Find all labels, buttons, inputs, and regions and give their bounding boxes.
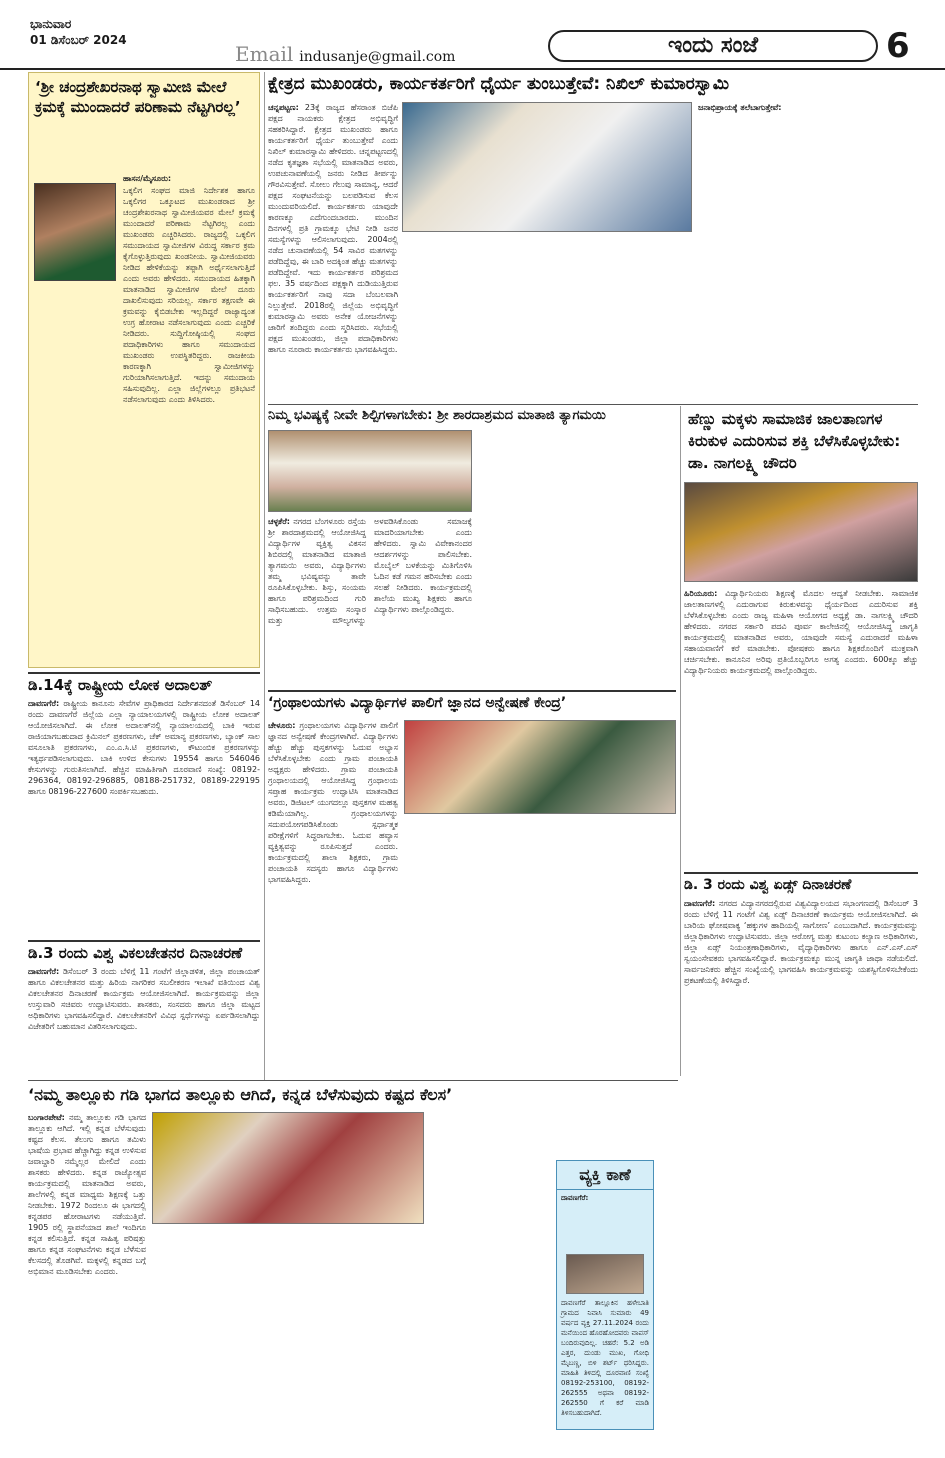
library-story-body: ಗ್ರಂಥಾಲಯಗಳು ವಿದ್ಯಾರ್ಥಿಗಳ ಪಾಲಿಗೆ ಜ್ಞಾನದ ಅನ್ವೇಷಣೆ ಕೇಂದ್ರಗಳಾಗಿವೆ. ವಿದ್ಯಾರ್ಥಿಗಳು ಹೆಚ್ಚು ಹೆಚ್ಚು ಪುಸ್ತಕಗಳನ್ನು ಓದುವ ಅಭ್ಯಾಸ ಬೆಳೆಸಿಕೊಳ್ಳಬೇಕು ಎಂದು ಗ್ರಾಮ ಪಂಚಾಯತಿ ಅಧ್ಯಕ್ಷರು ಹೇಳಿದರು. ಗ್ರಾಮ ಪಂಚಾಯತಿ ಗ್ರಂಥಾಲಯದಲ್ಲಿ ಆಯೋಜಿಸಿದ್ದ ಗ್ರಂಥಾಲಯ ಸಪ್ತಾಹ ಕಾರ್ಯಕ್ರಮ ಉದ್ಘಾಟಿಸಿ ಮಾತನಾಡಿದ ಅವರು, ಡಿಜಿಟಲ್ ಯುಗದಲ್ಲೂ ಪುಸ್ತಕಗಳ ಮಹತ್ವ ಕಡಿಮೆಯಾಗಿಲ್ಲ. ಗ್ರಂಥಾಲಯಗಳನ್ನು ಸದುಪಯೋಗಪಡಿಸಿಕೊಂಡು ಸ್ಪರ್ಧಾತ್ಮಕ ಪರೀಕ್ಷೆಗಳಿಗೆ ಸಿದ್ಧರಾಗಬೇಕು. ಓದುವ ಹವ್ಯಾಸ ವ್ಯಕ್ತಿತ್ವವನ್ನು ರೂಪಿಸುತ್ತದೆ ಎಂದರು. ಕಾರ್ಯಕ್ರಮದಲ್ಲಿ ಶಾಲಾ ಶಿಕ್ಷಕರು, ಗ್ರಾಮ ಪಂಚಾಯತಿ ಸದಸ್ಯರು ಹಾಗೂ ವಿದ್ಯಾರ್ಥಿಗಳು ಭಾಗವಹಿಸಿದ್ದರು. bbox=[268, 721, 398, 884]
sharada-story-dateline: ಚಳ್ಳಕೆರೆ: bbox=[268, 517, 290, 526]
left-featured-story bbox=[28, 72, 260, 668]
lead-story bbox=[268, 72, 918, 402]
lead-story-dateline: ಚನ್ನಪಟ್ಟಣ: bbox=[268, 103, 299, 112]
lok-adalat-body: ರಾಷ್ಟ್ರೀಯ ಕಾನೂನು ಸೇವೆಗಳ ಪ್ರಾಧಿಕಾರದ ನಿರ್ದೇಶನದಂತೆ ಡಿಸೆಂಬರ್ 14 ರಂದು ದಾವಣಗೆರೆ ಜಿಲ್ಲೆಯ ಎಲ್ಲಾ ನ್ಯಾಯಾಲಯಗಳಲ್ಲಿ ರಾಷ್ಟ್ರೀಯ ಲೋಕ ಅದಾಲತ್ ಆಯೋಜಿಸಲಾಗಿದೆ. ಈ ಲೋಕ ಅದಾಲತ್‌ನಲ್ಲಿ ನ್ಯಾಯಾಲಯದಲ್ಲಿ ಬಾಕಿ ಇರುವ ರಾಜಿಯಾಗಬಹುದಾದ ಕ್ರಿಮಿನಲ್ ಪ್ರಕರಣಗಳು, ಚೆಕ್ ಅಮಾನ್ಯ ಪ್ರಕರಣಗಳು, ಬ್ಯಾಂಕ್ ಸಾಲ ವಸೂಲಾತಿ ಪ್ರಕರಣಗಳು, ಎಂ.ಎ.ಸಿ.ಟಿ ಪ್ರಕರಣಗಳು, ಕೌಟುಂಬಿಕ ಪ್ರಕರಣಗಳನ್ನು ಇತ್ಯರ್ಥಪಡಿಸಲಾಗುವುದು. ಬಾಕಿ ಉಳಿದ ಕೇಸುಗಳು 19554 ಹಾಗೂ 546046 ಕೇಸುಗಳನ್ನು ಗುರುತಿಸಲಾಗಿದೆ. ಹೆಚ್ಚಿನ ಮಾಹಿತಿಗಾಗಿ ದೂರವಾಣಿ ಸಂಖ್ಯೆ: 08192-296364, 08192-296885, 08188-251732, 08189-229195 ಹಾಗೂ 08196-227600 ಸಂಪರ್ಕಿಸಬಹುದು. bbox=[28, 699, 260, 796]
disability-day-section bbox=[28, 940, 260, 1080]
left-story-headline: ‘ಶ್ರೀ ಚಂದ್ರಶೇಖರನಾಥ ಸ್ವಾಮೀಜಿ ಮೇಲೆ ಕ್ರಮಕ್ಕೆ ಮುಂದಾದರೆ ಪರಿಣಾಮ ನೆಟ್ಟಗಿರಲ್ಲ’ bbox=[35, 78, 241, 116]
lok-adalat-section bbox=[28, 672, 260, 936]
sharada-group-photo bbox=[268, 430, 472, 512]
lead-story-body-cols bbox=[402, 238, 692, 402]
library-story-headline: ‘ಗ್ರಂಥಾಲಯಗಳು ವಿದ್ಯಾರ್ಥಿಗಳ ಪಾಲಿಗೆ ಜ್ಞಾನದ ಅನ್ವೇಷಣೆ ಕೇಂದ್ರ’ bbox=[268, 690, 676, 714]
newspaper-logo bbox=[548, 30, 878, 62]
missing-notice-dateline: ದಾವಣಗೆರೆ: bbox=[561, 1194, 589, 1202]
missing-notice-body: ದಾವಣಗೆರೆ ತಾಲ್ಲೂಕಿನ ಹಳೇಬಾತಿ ಗ್ರಾಮದ ನಿವಾಸಿ ಸುಮಾರು 49 ವರ್ಷದ ವ್ಯಕ್ತಿ 27.11.2024 ರಂದು ಮನೆಯಿಂದ ಹೊರಹೋದವರು ವಾಪಸ್ ಬಂದಿರುವುದಿಲ್ಲ. ಚಹರೆ: 5.2 ಅಡಿ ಎತ್ತರ, ದುಂಡು ಮುಖ, ಗೋಧಿ ಮೈಬಣ್ಣ, ಬಿಳಿ ಶರ್ಟ್ ಧರಿಸಿದ್ದರು. ಮಾಹಿತಿ ತಿಳಿದಲ್ಲಿ ದೂರವಾಣಿ ಸಂಖ್ಯೆ 08192-253100, 08192-262555 ಅಥವಾ 08192-262550 ಗೆ ಕರೆ ಮಾಡಿ ತಿಳಿಸಬಹುದಾಗಿದೆ. bbox=[561, 1299, 649, 1417]
lok-adalat-dateline: ದಾವಣಗೆರೆ: bbox=[28, 699, 60, 708]
kannada-story-dateline: ಬಂಗಾರಪೇಟೆ: bbox=[28, 1113, 65, 1122]
lead-story-headline: ಕ್ಷೇತ್ರದ ಮುಖಂಡರು, ಕಾರ್ಯಕರ್ತರಿಗೆ ಧೈರ್ಯ ತುಂಬುತ್ತೇವೆ: ನಿಖಿಲ್ ಕುಮಾರಸ್ವಾಮಿ bbox=[268, 74, 730, 94]
sharada-story-headline: ನಿಮ್ಮ ಭವಿಷ್ಯಕ್ಕೆ ನೀವೇ ಶಿಲ್ಪಿಗಳಾಗಬೇಕು: ಶ್ರೀ ಶಾರದಾಶ್ರಮದ ಮಾತಾಜಿ ತ್ಯಾಗಮಯಿ bbox=[268, 408, 606, 423]
day: ಭಾನುವಾರ bbox=[30, 17, 72, 31]
aids-day-section bbox=[684, 872, 918, 1434]
left-story-dateline: ಹಾಸನ/ಮೈಸೂರು: bbox=[123, 174, 172, 183]
left-story-body-cont bbox=[35, 291, 255, 663]
email-address: indusanje@gmail.com bbox=[299, 49, 456, 65]
aids-day-body: ನಗರದ ವಿದ್ಯಾನಗರದಲ್ಲಿರುವ ವಿಶ್ವವಿದ್ಯಾಲಯದ ಸಭಾಂಗಣದಲ್ಲಿ ಡಿಸೆಂಬರ್ 3 ರಂದು ಬೆಳಿಗ್ಗೆ 11 ಗಂಟೆಗೆ ವಿಶ್ವ ಏಡ್ಸ್ ದಿನಾಚರಣೆ ಕಾರ್ಯಕ್ರಮ ಆಯೋಜಿಸಲಾಗಿದೆ. ಈ ಬಾರಿಯ ಘೋಷವಾಕ್ಯ ‘ಹಕ್ಕುಗಳ ಹಾದಿಯಲ್ಲಿ ಸಾಗೋಣ’ ಎಂಬುದಾಗಿದೆ. ಕಾರ್ಯಕ್ರಮವನ್ನು ಜಿಲ್ಲಾಧಿಕಾರಿಗಳು ಉದ್ಘಾಟಿಸುವರು. ಜಿಲ್ಲಾ ಆರೋಗ್ಯ ಮತ್ತು ಕುಟುಂಬ ಕಲ್ಯಾಣ ಅಧಿಕಾರಿಗಳು, ಜಿಲ್ಲಾ ಏಡ್ಸ್ ನಿಯಂತ್ರಣಾಧಿಕಾರಿಗಳು, ವೈದ್ಯಾಧಿಕಾರಿಗಳು ಹಾಗೂ ಎನ್.ಎಸ್.ಎಸ್ ಸ್ವಯಂಸೇವಕರು ಭಾಗವಹಿಸಲಿದ್ದಾರೆ. ಕಾರ್ಯಕ್ರಮಕ್ಕೂ ಮುನ್ನ ಜಾಗೃತಿ ಜಾಥಾ ನಡೆಯಲಿದೆ. ಸಾರ್ವಜನಿಕರು ಹೆಚ್ಚಿನ ಸಂಖ್ಯೆಯಲ್ಲಿ ಭಾಗವಹಿಸಿ ಕಾರ್ಯಕ್ರಮವನ್ನು ಯಶಸ್ವಿಗೊಳಿಸಬೇಕೆಂದು ಪ್ರಕಟಣೆಯಲ್ಲಿ ತಿಳಿಸಿದ್ದಾರೆ. bbox=[684, 899, 918, 985]
women-story-body: ವಿದ್ಯಾರ್ಥಿನಿಯರು ಶಿಕ್ಷಣಕ್ಕೆ ಮೊದಲ ಆದ್ಯತೆ ನೀಡಬೇಕು. ಸಾಮಾಜಿಕ ಜಾಲತಾಣಗಳಲ್ಲಿ ಎದುರಾಗುವ ಕಿರುಕುಳವನ್ನು ಧೈರ್ಯದಿಂದ ಎದುರಿಸುವ ಶಕ್ತಿ ಬೆಳೆಸಿಕೊಳ್ಳಬೇಕು ಎಂದು ರಾಜ್ಯ ಮಹಿಳಾ ಆಯೋಗದ ಅಧ್ಯಕ್ಷೆ ಡಾ. ನಾಗಲಕ್ಷ್ಮಿ ಚೌದರಿ ಹೇಳಿದರು. ನಗರದ ಸರ್ಕಾರಿ ಪದವಿ ಪೂರ್ವ ಕಾಲೇಜಿನಲ್ಲಿ ಆಯೋಜಿಸಿದ್ದ ಜಾಗೃತಿ ಕಾರ್ಯಕ್ರಮದಲ್ಲಿ ಮಾತನಾಡಿದ ಅವರು, ಯಾವುದೇ ಸಮಸ್ಯೆ ಎದುರಾದರೆ ಮಹಿಳಾ ಸಹಾಯವಾಣಿಗೆ ಕರೆ ಮಾಡಬೇಕು. ಪೋಷಕರು ಹಾಗೂ ಶಿಕ್ಷಕರೊಂದಿಗೆ ಮುಕ್ತವಾಗಿ ಚರ್ಚಿಸಬೇಕು. ಕಾನೂನಿನ ಅರಿವು ಪ್ರತಿಯೊಬ್ಬರಿಗೂ ಅಗತ್ಯ ಎಂದರು. 600ಕ್ಕೂ ಹೆಚ್ಚು ವಿದ್ಯಾರ್ಥಿನಿಯರು ಕಾರ್ಯಕ್ರಮದಲ್ಲಿ ಪಾಲ್ಗೊಂಡಿದ್ದರು. bbox=[684, 589, 918, 675]
kannada-story-photo bbox=[152, 1112, 424, 1224]
lead-story-body: 23ಕ್ಕೆ ರಾಜ್ಯದ ಹೆಸರಾಂತ ಬಿಜೆಪಿ ಪಕ್ಷದ ನಾಯಕರು ಕ್ಷೇತ್ರದ ಅಭಿವೃದ್ಧಿಗೆ ಸಹಕರಿಸಿದ್ದಾರೆ. ಕ್ಷೇತ್ರದ ಮುಖಂಡರು ಹಾಗೂ ಕಾರ್ಯಕರ್ತರಿಗೆ ಧೈರ್ಯ ತುಂಬುತ್ತೇವೆ ಎಂದು ನಿಖಿಲ್ ಕುಮಾರಸ್ವಾಮಿ ಹೇಳಿದರು. ಚನ್ನಪಟ್ಟಣದಲ್ಲಿ ನಡೆದ ಕೃತಜ್ಞತಾ ಸಭೆಯಲ್ಲಿ ಮಾತನಾಡಿದ ಅವರು, ಉಪಚುನಾವಣೆಯಲ್ಲಿ ಜನರು ನೀಡಿದ ತೀರ್ಪನ್ನು ಗೌರವಿಸುತ್ತೇವೆ. ಸೋಲು ಗೆಲುವು ಸಾಮಾನ್ಯ, ಆದರೆ ಪಕ್ಷದ ಸಂಘಟನೆಯನ್ನು ಬಲಪಡಿಸುವ ಕೆಲಸ ಮುಂದುವರಿಯಲಿದೆ. ಕಾರ್ಯಕರ್ತರು ಯಾವುದೇ ಕಾರಣಕ್ಕೂ ಎದೆಗುಂದಬಾರದು. ಮುಂದಿನ ದಿನಗಳಲ್ಲಿ ಪ್ರತಿ ಗ್ರಾಮಕ್ಕೂ ಭೇಟಿ ನೀಡಿ ಜನರ ಸಮಸ್ಯೆಗಳನ್ನು ಆಲಿಸಲಾಗುವುದು. 2004ರಲ್ಲಿ ನಡೆದ ಚುನಾವಣೆಯಲ್ಲಿ 54 ಸಾವಿರ ಮತಗಳನ್ನು ಪಡೆದಿದ್ದೆವು, ಈ ಬಾರಿ ಅದಕ್ಕಿಂತ ಹೆಚ್ಚು ಮತಗಳನ್ನು ಪಡೆದಿದ್ದೇವೆ. ಇದು ಕಾರ್ಯಕರ್ತರ ಪರಿಶ್ರಮದ ಫಲ. 35 ವರ್ಷದಿಂದ ಪಕ್ಷಕ್ಕಾಗಿ ದುಡಿಯುತ್ತಿರುವ ಕಾರ್ಯಕರ್ತರಿಗೆ ನಾವು ಸದಾ ಬೆಂಬಲವಾಗಿ ನಿಲ್ಲುತ್ತೇವೆ. 2018ರಲ್ಲಿ ಜಿಲ್ಲೆಯ ಅಭಿವೃದ್ಧಿಗೆ ಕುಮಾರಸ್ವಾಮಿ ಅವರು ಅನೇಕ ಯೋಜನೆಗಳನ್ನು ಜಾರಿಗೆ ತಂದಿದ್ದರು ಎಂದು ಸ್ಮರಿಸಿದರು. ಸಭೆಯಲ್ಲಿ ಪಕ್ಷದ ಮುಖಂಡರು, ಜಿಲ್ಲಾ ಪದಾಧಿಕಾರಿಗಳು ಹಾಗೂ ನೂರಾರು ಕಾರ್ಯಕರ್ತರು ಭಾಗವಹಿಸಿದ್ದರು. bbox=[268, 103, 398, 354]
logo-text: ಇಂದು ಸಂಜೆ bbox=[667, 33, 758, 58]
library-story-body-cols bbox=[404, 818, 676, 1074]
aids-day-dateline: ದಾವಣಗೆರೆ: bbox=[684, 899, 716, 908]
masthead-email bbox=[235, 42, 455, 66]
kannada-story-body: ನಮ್ಮ ತಾಲ್ಲೂಕು ಗಡಿ ಭಾಗದ ತಾಲ್ಲೂಕು ಆಗಿದೆ. ಇಲ್ಲಿ ಕನ್ನಡ ಬೆಳೆಸುವುದು ಕಷ್ಟದ ಕೆಲಸ. ತೆಲುಗು ಹಾಗೂ ತಮಿಳು ಭಾಷೆಯ ಪ್ರಭಾವ ಹೆಚ್ಚಾಗಿದ್ದು ಕನ್ನಡ ಉಳಿಸುವ ಜವಾಬ್ದಾರಿ ನಮ್ಮೆಲ್ಲರ ಮೇಲಿದೆ ಎಂದು ಶಾಸಕರು ಹೇಳಿದರು. ಕನ್ನಡ ರಾಜ್ಯೋತ್ಸವ ಕಾರ್ಯಕ್ರಮದಲ್ಲಿ ಮಾತನಾಡಿದ ಅವರು, ಶಾಲೆಗಳಲ್ಲಿ ಕನ್ನಡ ಮಾಧ್ಯಮ ಶಿಕ್ಷಣಕ್ಕೆ ಒತ್ತು ನೀಡಬೇಕು. 1972 ರಿಂದಲೂ ಈ ಭಾಗದಲ್ಲಿ ಕನ್ನಡಪರ ಹೋರಾಟಗಳು ನಡೆಯುತ್ತಿವೆ. 1905 ರಲ್ಲಿ ಸ್ಥಾಪನೆಯಾದ ಶಾಲೆ ಇಂದಿಗೂ ಕನ್ನಡ ಕಲಿಸುತ್ತಿದೆ. ಕನ್ನಡ ಸಾಹಿತ್ಯ ಪರಿಷತ್ತು ಹಾಗೂ ಕನ್ನಡ ಸಂಘಟನೆಗಳು ಕನ್ನಡ ಬೆಳೆಸುವ ಕೆಲಸದಲ್ಲಿ ತೊಡಗಿವೆ. ಮಕ್ಕಳಲ್ಲಿ ಕನ್ನಡದ ಬಗ್ಗೆ ಅಭಿಮಾನ ಮೂಡಿಸಬೇಕು ಎಂದರು. bbox=[28, 1113, 147, 1276]
disability-day-dateline: ದಾವಣಗೆರೆ: bbox=[28, 967, 60, 976]
lead-story-photo bbox=[402, 102, 692, 232]
aids-day-headline: ಡಿ. 3 ರಂದು ವಿಶ್ವ ಏಡ್ಸ್ ದಿನಾಚರಣೆ bbox=[684, 872, 918, 896]
missing-notice-title: ವ್ಯಕ್ತಿ ಕಾಣೆ bbox=[557, 1161, 653, 1190]
women-story-dateline: ಹಿರಿಯೂರು: bbox=[684, 589, 718, 598]
portrait-photo bbox=[34, 183, 116, 281]
kannada-story-body-cols bbox=[152, 1230, 424, 1434]
left-story-body: ಒಕ್ಕಲಿಗ ಸಂಘದ ಮಾಜಿ ನಿರ್ದೇಶಕ ಹಾಗೂ ಒಕ್ಕಲಿಗರ ಒಕ್ಕೂಟದ ಮುಖಂಡರಾದ ಶ್ರೀ ಚಂದ್ರಶೇಖರನಾಥ ಸ್ವಾಮೀಜಿಯವರ ಮೇಲೆ ಕ್ರಮಕ್ಕೆ ಮುಂದಾದರೆ ಪರಿಣಾಮ ನೆಟ್ಟಗಿರಲ್ಲ ಎಂದು ಮುಖಂಡರು ಎಚ್ಚರಿಸಿದರು. ರಾಜ್ಯದಲ್ಲಿ ಒಕ್ಕಲಿಗ ಸಮುದಾಯದ ಸ್ವಾಮೀಜಿಗಳ ವಿರುದ್ಧ ಸರ್ಕಾರ ಕ್ರಮ ಕೈಗೊಳ್ಳುತ್ತಿರುವುದು ಖಂಡನೀಯ. ಸ್ವಾಮೀಜಿಯವರು ನೀಡಿದ ಹೇಳಿಕೆಯನ್ನು ತಪ್ಪಾಗಿ ಅರ್ಥೈಸಲಾಗುತ್ತಿದೆ ಎಂದು ಅವರು ಹೇಳಿದರು. ಸಮುದಾಯದ ಹಿತಕ್ಕಾಗಿ ಮಾತನಾಡಿದ ಸ್ವಾಮೀಜಿಗಳ ಮೇಲೆ ದೂರು ದಾಖಲಿಸುವುದು ಸರಿಯಲ್ಲ. ಸರ್ಕಾರ ತಕ್ಷಣವೇ ಈ ಕ್ರಮವನ್ನು ಕೈಬಿಡಬೇಕು ಇಲ್ಲದಿದ್ದರೆ ರಾಜ್ಯಾದ್ಯಂತ ಉಗ್ರ ಹೋರಾಟ ನಡೆಸಲಾಗುವುದು ಎಂದು ಎಚ್ಚರಿಕೆ ನೀಡಿದರು. ಸುದ್ದಿಗೋಷ್ಠಿಯಲ್ಲಿ ಸಂಘದ ಪದಾಧಿಕಾರಿಗಳು ಹಾಗೂ ಸಮುದಾಯದ ಮುಖಂಡರು ಉಪಸ್ಥಿತರಿದ್ದರು. ರಾಜಕೀಯ ಕಾರಣಕ್ಕಾಗಿ ಸ್ವಾಮೀಜಿಗಳನ್ನು ಗುರಿಯಾಗಿಸಲಾಗುತ್ತಿದೆ. ಇದನ್ನು ಸಮುದಾಯ ಸಹಿಸುವುದಿಲ್ಲ. ಎಲ್ಲಾ ಜಿಲ್ಲೆಗಳಲ್ಲೂ ಪ್ರತಿಭಟನೆ ನಡೆಸಲಾಗುವುದು ಎಂದು ತಿಳಿಸಿದರು. bbox=[123, 186, 255, 404]
sharada-story-body: ನಗರದ ಬೆಂಗಳೂರು ರಸ್ತೆಯ ಶ್ರೀ ಶಾರದಾಶ್ರಮದಲ್ಲಿ ಆಯೋಜಿಸಿದ್ದ ವಿದ್ಯಾರ್ಥಿಗಳ ವ್ಯಕ್ತಿತ್ವ ವಿಕಸನ ಶಿಬಿರದಲ್ಲಿ ಮಾತನಾಡಿದ ಮಾತಾಜಿ ತ್ಯಾಗಮಯಿ ಅವರು, ವಿದ್ಯಾರ್ಥಿಗಳು ತಮ್ಮ ಭವಿಷ್ಯವನ್ನು ತಾವೇ ರೂಪಿಸಿಕೊಳ್ಳಬೇಕು. ಶಿಸ್ತು, ಸಂಯಮ ಹಾಗೂ ಪರಿಶ್ರಮದಿಂದ ಗುರಿ ಸಾಧಿಸಬಹುದು. ಉತ್ತಮ ಸಂಸ್ಕಾರ ಮತ್ತು ಮೌಲ್ಯಗಳನ್ನು ಅಳವಡಿಸಿಕೊಂಡು ಸಮಾಜಕ್ಕೆ ಮಾದರಿಯಾಗಬೇಕು ಎಂದು ಹೇಳಿದರು. ಸ್ವಾಮಿ ವಿವೇಕಾನಂದರ ಆದರ್ಶಗಳನ್ನು ಪಾಲಿಸಬೇಕು. ಮೊಬೈಲ್ ಬಳಕೆಯನ್ನು ಮಿತಿಗೊಳಿಸಿ ಓದಿನ ಕಡೆ ಗಮನ ಹರಿಸಬೇಕು ಎಂದು ಸಲಹೆ ನೀಡಿದರು. ಕಾರ್ಯಕ್ರಮದಲ್ಲಿ ಶಾಲೆಯ ಮುಖ್ಯ ಶಿಕ್ಷಕರು ಹಾಗೂ ವಿದ್ಯಾರ್ಥಿಗಳು ಪಾಲ್ಗೊಂಡಿದ್ದರು. bbox=[268, 517, 472, 625]
women-story-photo bbox=[684, 482, 918, 582]
sharada-story-body-right bbox=[478, 430, 676, 686]
masthead-date bbox=[30, 16, 127, 48]
library-story-dateline: ಚೇಳೂರು: bbox=[268, 721, 296, 730]
kannada-story-headline: ‘ನಮ್ಮ ತಾಲ್ಲೂಕು ಗಡಿ ಭಾಗದ ತಾಲ್ಲೂಕು ಆಗಿದೆ, ಕನ್ನಡ ಬೆಳೆಸುವುದು ಕಷ್ಟದ ಕೆಲಸ’ bbox=[28, 1085, 453, 1104]
women-story-headline: ಹೆಣ್ಣು ಮಕ್ಕಳು ಸಾಮಾಜಿಕ ಜಾಲತಾಣಗಳ ಕಿರುಕುಳ ಎದುರಿಸುವ ಶಕ್ತಿ ಬೆಳೆಸಿಕೊಳ್ಳಬೇಕು: ಡಾ. ನಾಗಲಕ್ಷ್ಮಿ ಚೌದರಿ bbox=[688, 410, 901, 472]
masthead bbox=[0, 0, 945, 70]
lead-story-subhead: ಜನಾಭಿಪ್ರಾಯಕ್ಕೆ ತಲೆಬಾಗುತ್ತೇವೆ: bbox=[698, 103, 782, 112]
email-label: Email bbox=[235, 42, 294, 66]
page-number: 6 bbox=[886, 26, 910, 66]
kannada-story-body-right bbox=[430, 1112, 552, 1434]
date: 01 ಡಿಸೆಂಬರ್ 2024 bbox=[30, 33, 127, 47]
library-story-photo bbox=[404, 720, 676, 814]
disability-day-body: ಡಿಸೆಂಬರ್ 3 ರಂದು ಬೆಳಿಗ್ಗೆ 11 ಗಂಟೆಗೆ ಜಿಲ್ಲಾಡಳಿತ, ಜಿಲ್ಲಾ ಪಂಚಾಯತ್ ಹಾಗೂ ವಿಕಲಚೇತನರ ಮತ್ತು ಹಿರಿಯ ನಾಗರಿಕರ ಸಬಲೀಕರಣ ಇಲಾಖೆ ವತಿಯಿಂದ ವಿಶ್ವ ವಿಕಲಚೇತನರ ದಿನಾಚರಣೆ ಕಾರ್ಯಕ್ರಮ ಆಯೋಜಿಸಲಾಗಿದೆ. ಕಾರ್ಯಕ್ರಮವನ್ನು ಜಿಲ್ಲಾ ಉಸ್ತುವಾರಿ ಸಚಿವರು ಉದ್ಘಾಟಿಸುವರು. ಶಾಸಕರು, ಸಂಸದರು ಹಾಗೂ ಜಿಲ್ಲಾ ಮಟ್ಟದ ಅಧಿಕಾರಿಗಳು ಭಾಗವಹಿಸಲಿದ್ದಾರೆ. ವಿಕಲಚೇತನರಿಗೆ ವಿವಿಧ ಸ್ಪರ್ಧೆಗಳನ್ನು ಏರ್ಪಡಿಸಲಾಗಿದ್ದು ವಿಜೇತರಿಗೆ ಬಹುಮಾನ ವಿತರಿಸಲಾಗುವುದು. bbox=[28, 967, 261, 1031]
women-story bbox=[684, 406, 918, 868]
sharada-story bbox=[268, 406, 676, 686]
lok-adalat-headline: ಡಿ.14ಕ್ಕೆ ರಾಷ್ಟ್ರೀಯ ಲೋಕ ಅದಾಲತ್ bbox=[28, 672, 260, 696]
missing-person-notice bbox=[556, 1160, 654, 1430]
library-story bbox=[268, 690, 676, 1074]
disability-day-headline: ಡಿ.3 ರಂದು ವಿಶ್ವ ವಿಕಲಚೇತನರ ದಿನಾಚರಣೆ bbox=[28, 940, 260, 964]
missing-person-photo bbox=[566, 1254, 644, 1294]
